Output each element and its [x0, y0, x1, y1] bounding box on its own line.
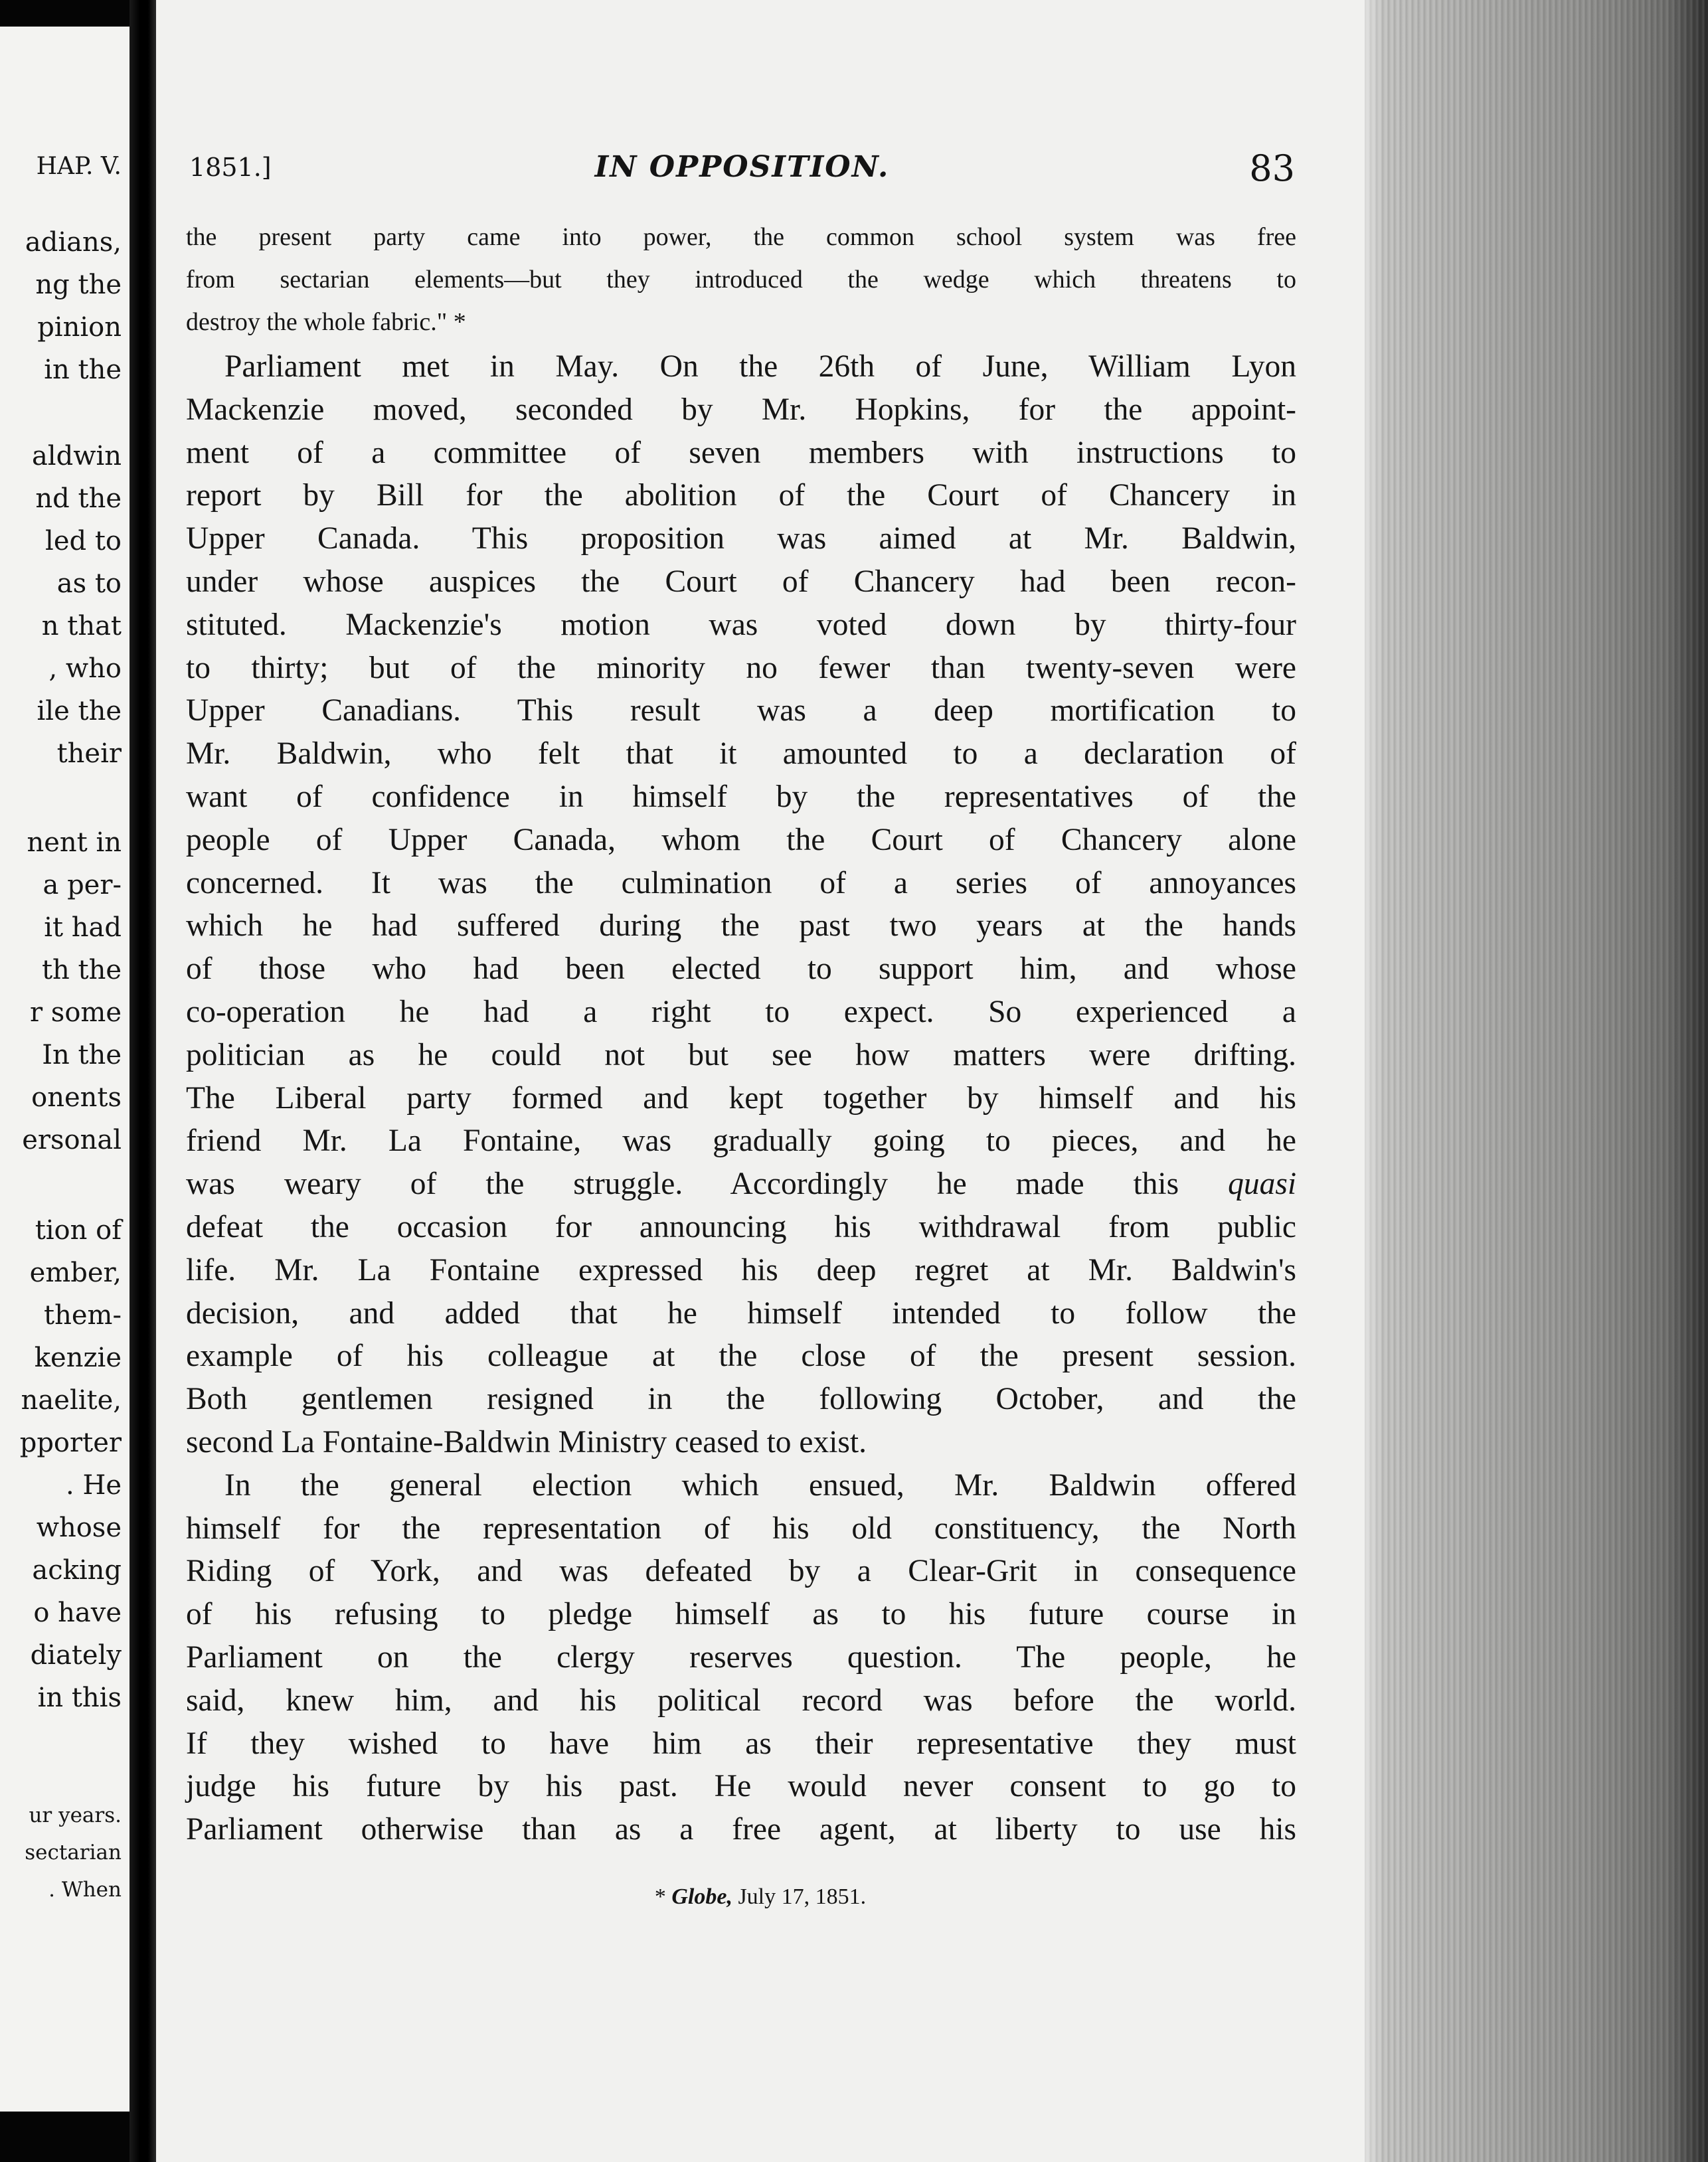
left-page-line: their: [56, 738, 122, 769]
quote-line: from sectarian elements—but they introduced the wedge which threatens to: [186, 266, 1296, 293]
paragraph-line: ment of a committee of seven members with instructions to: [186, 435, 1296, 470]
paragraph-line-quasi: [186, 1163, 1296, 1206]
left-page-line: kenzie: [34, 1343, 122, 1373]
left-page-line: . When: [48, 1878, 122, 1902]
left-page-line: o have: [33, 1598, 122, 1628]
left-page-line: HAP. V.: [36, 153, 122, 180]
page-number: 83: [1249, 147, 1295, 189]
footnote-date: July 17, 1851.: [738, 1884, 867, 1909]
paragraph-line: defeat the occasion for announcing his withdrawal from public: [186, 1209, 1296, 1244]
left-page-line: In the: [42, 1040, 122, 1070]
paragraph-line: judge his future by his past. He would never consent to go to: [186, 1769, 1296, 1804]
left-page-line: ersonal: [22, 1125, 122, 1155]
paragraph-line: Mackenzie moved, seconded by Mr. Hopkins, for the appoint-: [186, 392, 1296, 427]
paragraph-line: Parliament met in May. On the 26th of June, William Lyon: [224, 349, 1296, 384]
quote-line: destroy the whole fabric." *: [186, 308, 466, 336]
paragraph-line: people of Upper Canada, whom the Court of Chancery alone: [186, 822, 1296, 857]
paragraph-line: example of his colleague at the close of the present session.: [186, 1339, 1296, 1374]
quoted-passage: [186, 216, 1296, 343]
paragraph-line: to thirty; but of the minority no fewer than twenty-seven were: [186, 650, 1296, 685]
left-page-line: ember,: [29, 1258, 122, 1288]
running-header: [189, 147, 1295, 187]
left-page-line: pporter: [19, 1428, 122, 1458]
paragraph-line: stituted. Mackenzie's motion was voted down by thirty-four: [186, 607, 1296, 642]
book-gutter: [129, 0, 156, 2162]
paragraph-line: politician as he could not but see how matters were drifting.: [186, 1037, 1296, 1072]
paragraph-line: Upper Canadians. This result was a deep mortification to: [186, 693, 1296, 728]
header-title: IN OPPOSITION.: [594, 150, 890, 184]
main-page: [156, 0, 1365, 2162]
paragraph-line: The Liberal party formed and kept together by himself and his: [186, 1080, 1296, 1116]
paragraph-line: said, knew him, and his political record was before the world.: [186, 1683, 1296, 1718]
paragraph-line: under whose auspices the Court of Chancery had been recon-: [186, 564, 1296, 599]
paragraph-line: decision, and added that he himself intended to follow the: [186, 1295, 1296, 1331]
header-year: 1851.]: [189, 153, 272, 182]
paragraph-line: himself for the representation of his old constituency, the North: [186, 1511, 1296, 1546]
left-page-line: a per-: [43, 870, 122, 900]
left-page-line: tion of: [35, 1215, 122, 1246]
left-page-line: led to: [45, 526, 122, 556]
left-page-line: ng the: [35, 270, 122, 300]
left-page-line: ile the: [37, 696, 122, 726]
paragraph-line: In the general election which ensued, Mr. Baldwin offered: [224, 1467, 1296, 1503]
left-page-line: th the: [41, 955, 122, 985]
paragraph-line: Parliament otherwise than as a free agent, at liberty to use his: [186, 1812, 1296, 1847]
left-page-line: diately: [30, 1640, 122, 1671]
footnote: [156, 1884, 1365, 1910]
paragraph-line: of those who had been elected to support him, and whose: [186, 952, 1296, 987]
left-page-line: , who: [48, 653, 122, 684]
paragraph-line: concerned. It was the culmination of a series of annoyances: [186, 865, 1296, 900]
footnote-marker: *: [654, 1884, 666, 1909]
left-page-line: naelite,: [21, 1385, 122, 1416]
left-page-line: pinion: [37, 312, 122, 343]
paragraph-line: Riding of York, and was defeated by a Clear-Grit in consequence: [186, 1554, 1296, 1589]
footnote-source: Globe,: [671, 1884, 732, 1909]
paragraph-text: was weary of the struggle. Accordingly he made this: [186, 1167, 1179, 1202]
left-page-line: it had: [44, 912, 122, 943]
left-page-line: nent in: [27, 827, 122, 858]
paragraph-line: Parliament on the clergy reserves question. The people, he: [186, 1639, 1296, 1675]
left-page-line: r some: [29, 997, 122, 1028]
paragraph-line: second La Fontaine-Baldwin Ministry ceased to exist.: [186, 1424, 867, 1459]
paragraph-line: want of confidence in himself by the representatives of the: [186, 779, 1296, 814]
left-facing-page: [0, 27, 129, 2112]
left-page-line: nd the: [35, 483, 122, 514]
paragraph-line: Mr. Baldwin, who felt that it amounted to a declaration of: [186, 736, 1296, 772]
left-page-line: in this: [37, 1683, 122, 1713]
paragraph-line: co-operation he had a right to expect. So experienced a: [186, 994, 1296, 1029]
page-block-edge: [1365, 0, 1708, 2162]
paragraph-line: report by Bill for the abolition of the Court of Chancery in: [186, 478, 1296, 513]
left-page-line: acking: [32, 1555, 122, 1586]
quote-line: the present party came into power, the common school system was free: [186, 223, 1296, 251]
left-page-line: onents: [31, 1082, 122, 1113]
paragraph-line: Both gentlemen resigned in the following October, and the: [186, 1382, 1296, 1417]
left-page-line: as to: [56, 568, 122, 599]
left-page-line: n that: [41, 611, 122, 641]
paragraph-line: If they wished to have him as their representative they must: [186, 1726, 1296, 1761]
left-page-line: aldwin: [31, 441, 122, 471]
left-page-line: in the: [44, 355, 122, 385]
paragraph-line: friend Mr. La Fontaine, was gradually going to pieces, and he: [186, 1123, 1296, 1159]
paragraph-line: life. Mr. La Fontaine expressed his deep regret at Mr. Baldwin's: [186, 1252, 1296, 1288]
paragraph-line: Upper Canada. This proposition was aimed at Mr. Baldwin,: [186, 521, 1296, 556]
left-page-line: whose: [36, 1513, 122, 1543]
paragraph-line: of his refusing to pledge himself as to his future course in: [186, 1597, 1296, 1632]
left-page-line: . He: [66, 1470, 122, 1501]
left-page-line: ur years.: [29, 1803, 122, 1827]
left-page-line: sectarian: [25, 1841, 122, 1865]
paragraph-line: which he had suffered during the past two years at the hands: [186, 908, 1296, 944]
body-paragraphs: [186, 345, 1296, 1851]
left-page-line: them-: [44, 1300, 122, 1331]
left-page-line: adians,: [25, 227, 122, 258]
quasi-italic: quasi: [1228, 1167, 1297, 1202]
